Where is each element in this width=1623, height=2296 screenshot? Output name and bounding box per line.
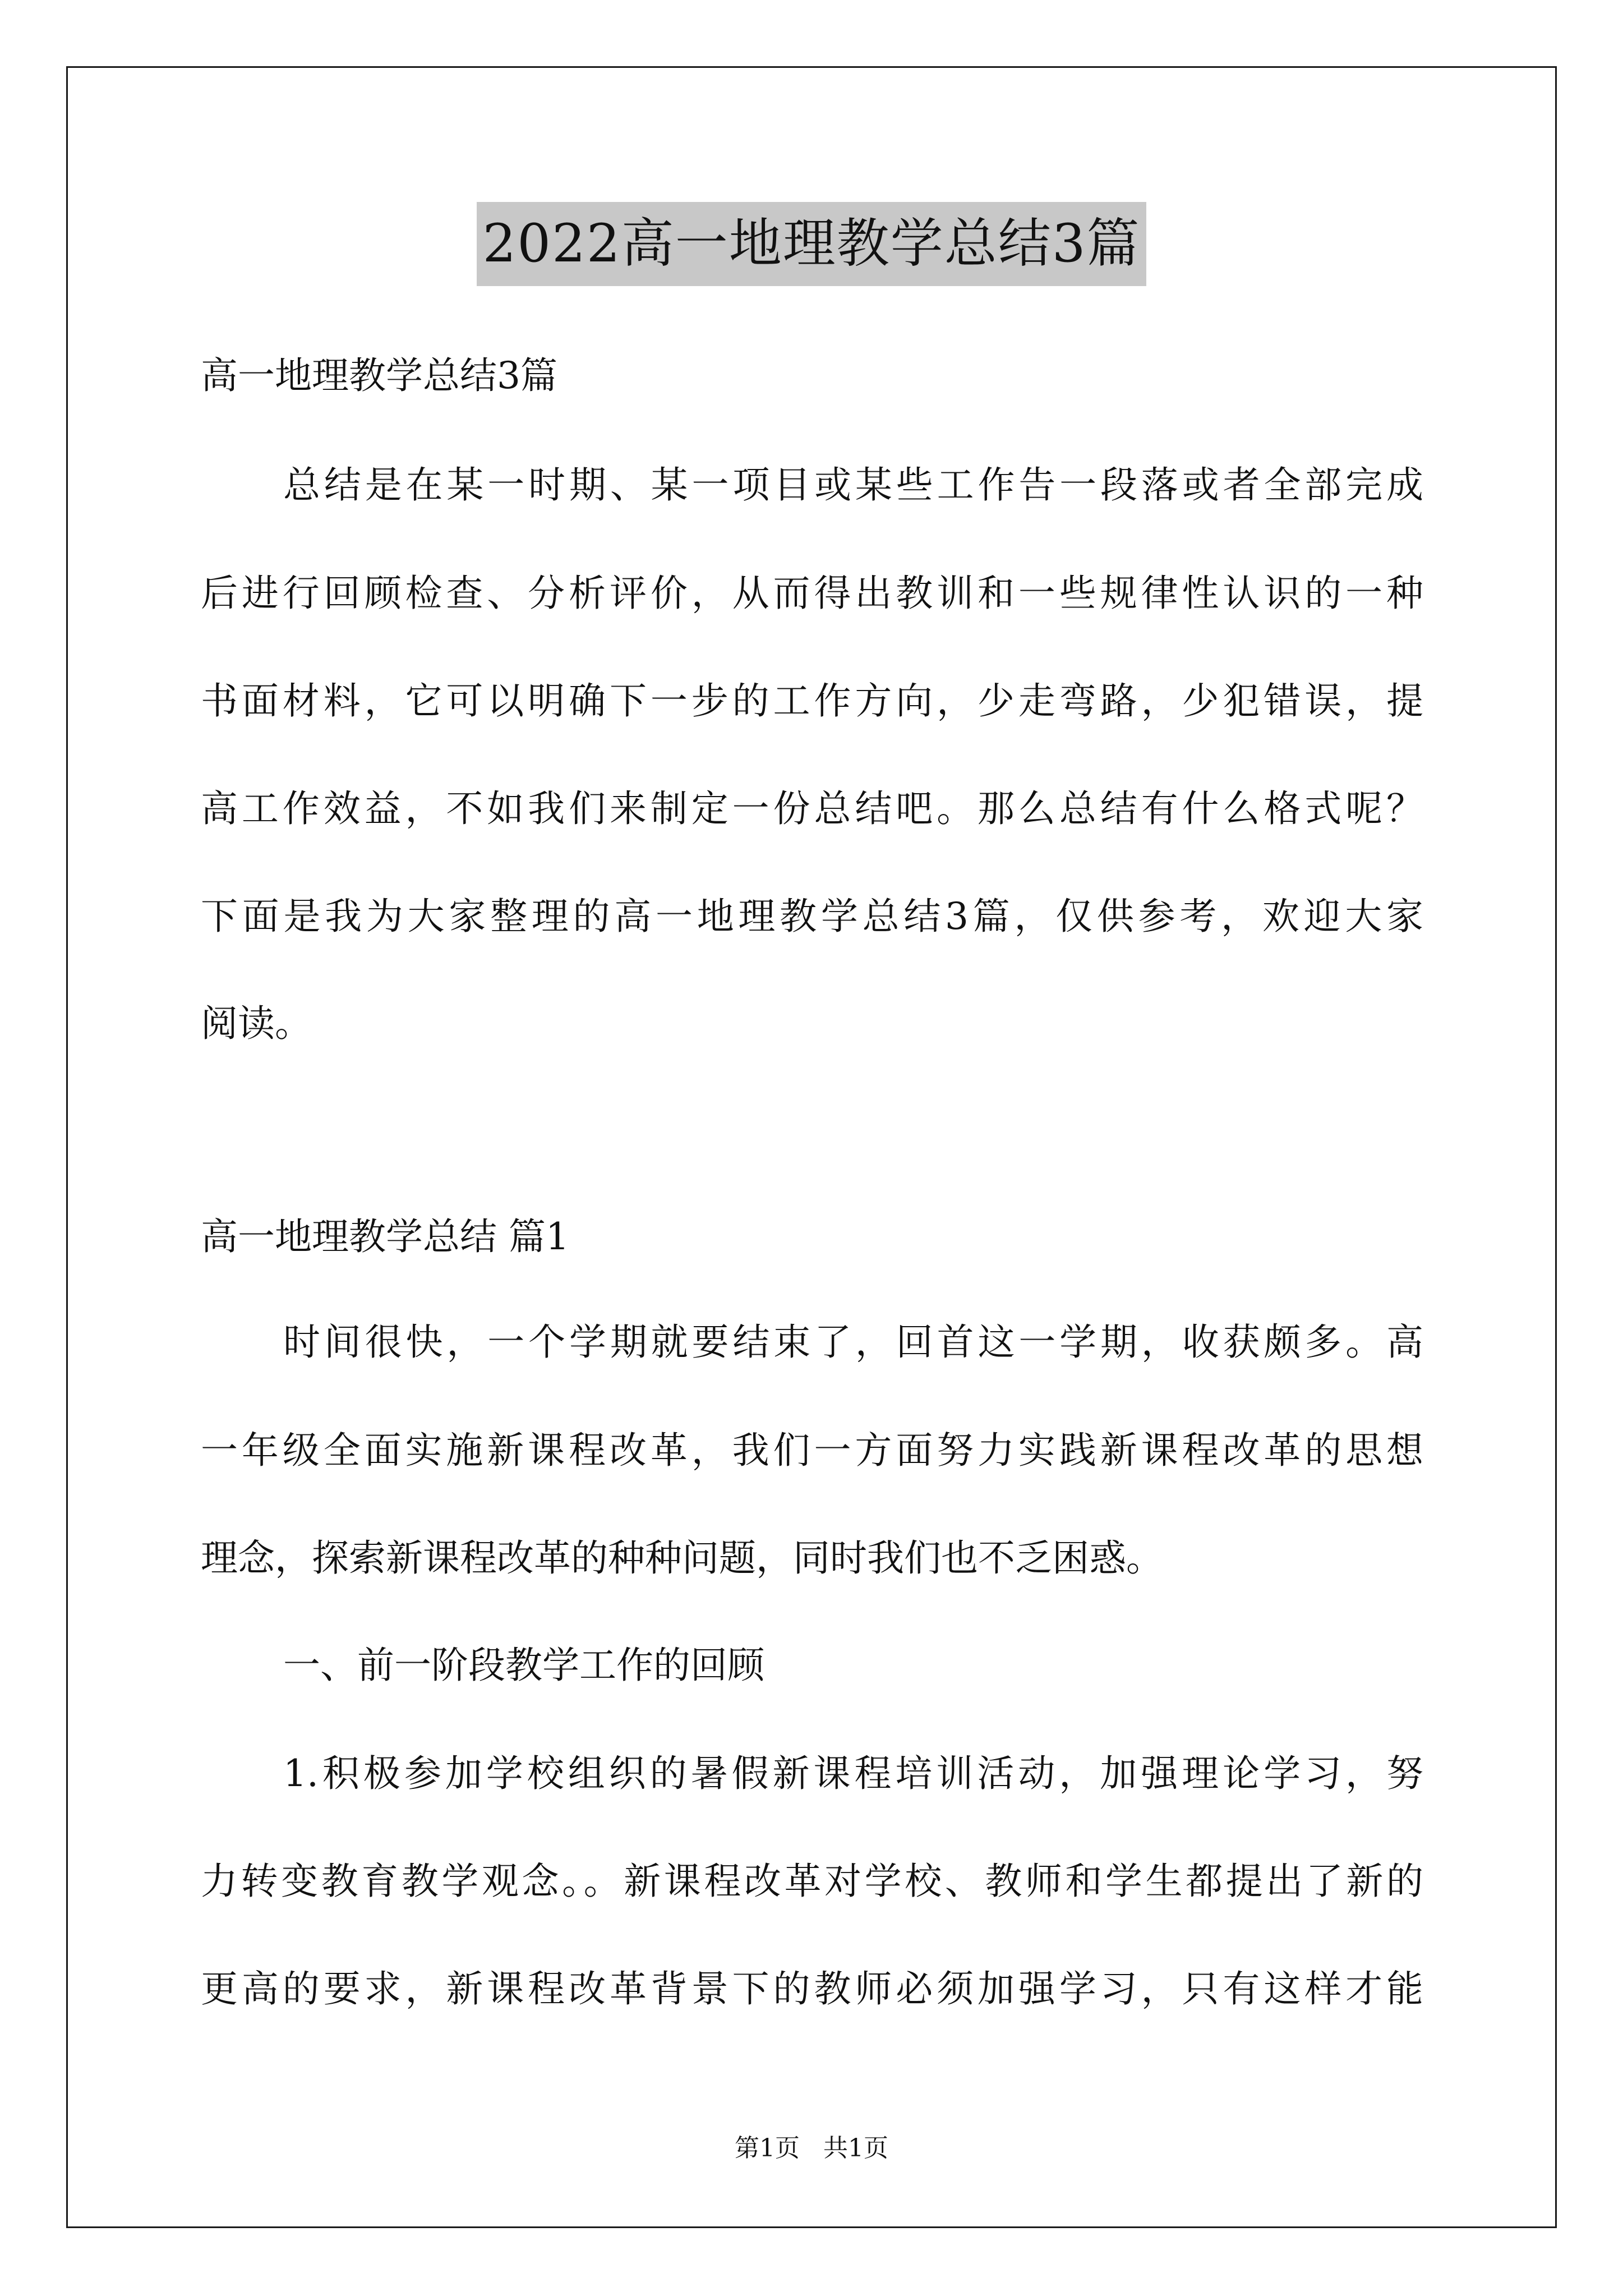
intro-line-3: 书面材料，它可以明确下一步的工作方向，少走弯路，少犯错误，提 (201, 679, 1423, 723)
title-wrap (0, 202, 1623, 286)
intro-line-1: 总结是在某一时期、某一项目或某些工作告一段落或者全部完成 (283, 463, 1423, 507)
section1-line-2: 一年级全面实施新课程改革，我们一方面努力实践新课程改革的思想 (201, 1429, 1423, 1472)
document-title: 2022高一地理教学总结3篇 (477, 202, 1146, 286)
intro-line-4: 高工作效益，不如我们来制定一份总结吧。那么总结有什么格式呢？ (201, 787, 1423, 830)
section1-line-3: 理念，探索新课程改革的种种问题，同时我们也不乏困惑。 (201, 1536, 1163, 1580)
item1-line-3: 更高的要求，新课程改革背景下的教师必须加强学习，只有这样才能 (201, 1967, 1423, 2010)
intro-line-5: 下面是我为大家整理的高一地理教学总结3篇，仅供参考，欢迎大家 (201, 895, 1423, 938)
subheading-review: 一、前一阶段教学工作的回顾 (283, 1644, 764, 1687)
item1-line-2: 力转变教育教学观念。。新课程改革对学校、教师和学生都提出了新的 (201, 1860, 1423, 1903)
section1-line-1: 时间很快，一个学期就要结束了，回首这一学期，收获颇多。高 (283, 1320, 1423, 1364)
document-subtitle: 高一地理教学总结3篇 (201, 354, 557, 397)
item1-line-1: 1.积极参加学校组织的暑假新课程培训活动，加强理论学习，努 (283, 1752, 1423, 1795)
section1-heading: 高一地理教学总结 篇1 (201, 1215, 569, 1258)
intro-line-2: 后进行回顾检查、分析评价，从而得出教训和一些规律性认识的一种 (201, 572, 1423, 615)
intro-line-6: 阅读。 (201, 1002, 312, 1045)
page-footer: 第1页 共1页 (735, 2134, 888, 2162)
